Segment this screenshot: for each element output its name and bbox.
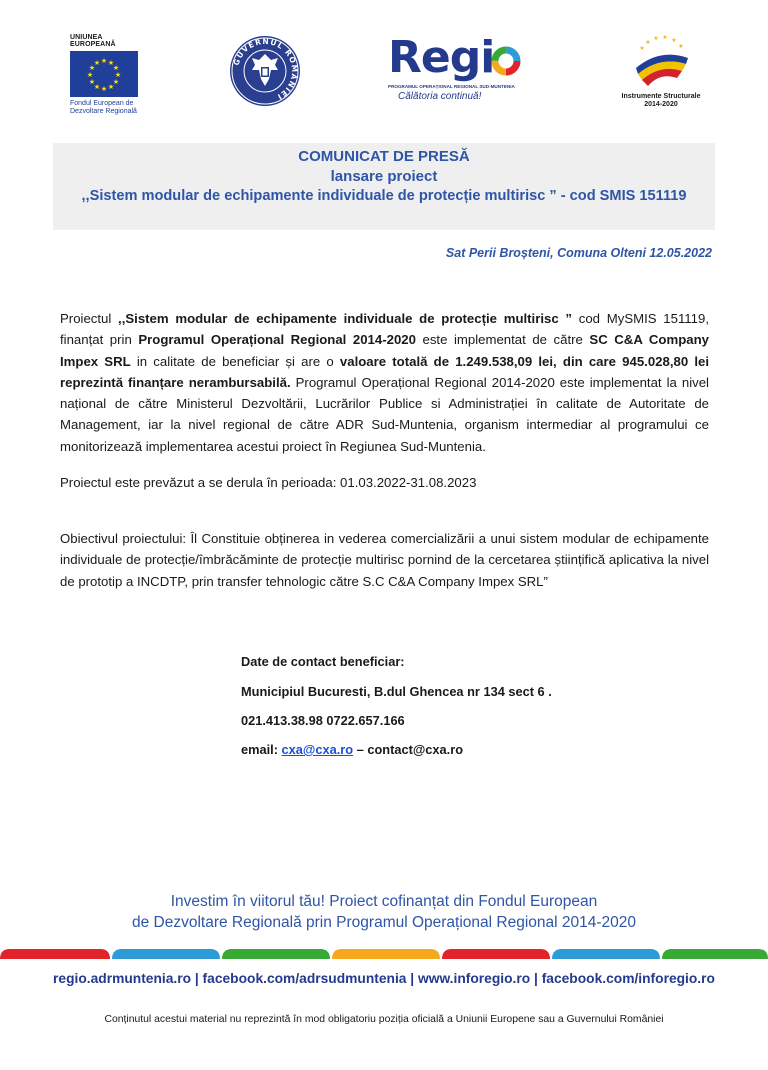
para1-text-1: Proiectul [60,311,119,326]
structural-instruments-icon [630,34,692,88]
contact-email-rest: – contact@cxa.ro [353,742,464,757]
color-band-divider [0,945,768,959]
structural-instruments-years: 2014-2020 [644,101,678,108]
government-logo [228,34,302,108]
svg-text:★: ★ [653,35,659,42]
regio-tagline: Călătoria continuă! [398,91,482,102]
para1-text-4: in calitate de beneficiar și are o [130,353,340,369]
svg-text:★: ★ [86,71,94,79]
para1-beneficiary: SC C&A Company Impex SRL [60,332,709,369]
eu-stars-icon [70,51,138,97]
dateline: Sat Perii Broșteni, Comuna Olteni 12.05.2022 [445,246,712,260]
structural-instruments-title: Instrumente Structurale [621,93,701,100]
para1-text-2: cod MySMIS 151119, finanțat prin [60,311,709,348]
svg-text:★: ★ [112,64,120,72]
structural-instruments-logo [616,34,706,110]
cofinancing-slogan-line-2: de Dezvoltare Regională prin Programul Operațional Regional 2014-2020 [131,914,637,931]
government-seal-icon [228,34,302,108]
government-seal-text: GUVERNUL ROMÂNIEI [231,36,300,102]
para1-program-name: Programul Operațional Regional 2014-2020 [138,332,416,348]
para1-text-5: Programul Operațional Regional 2014-2020 este implementat la nivel național de către Ministerul Dezvoltării, Lucrărilor Publice si Administrației în calitate de Autoritate de Management, iar la nivel regional de către ADR Sud-Muntenia, organism intermediar al programului ce monitorizează implementarea acestui proiect în Regiunea Sud-Muntenia. [60,374,709,454]
regio-logo [388,32,538,108]
svg-text:★: ★ [671,37,677,44]
contact-heading: Date de contact beneficiar: [241,654,405,669]
para1-value: valoare totală de 1.249.538,09 lei, din care 945.028,80 lei reprezintă finanțare nerambursabilă. [60,353,709,390]
svg-text:★: ★ [112,78,120,86]
svg-text:★: ★ [93,83,101,91]
footer-disclaimer: Conținutul acestui material nu reprezintă în mod obligatoriu poziția oficială a Uniunii Europene sau a Guvernului României [104,1014,664,1025]
eu-logo-caption-2: Dezvoltare Regională [70,108,137,115]
contact-email-link[interactable]: cxa@cxa.ro [281,742,354,757]
svg-text:★: ★ [114,71,122,79]
regio-ring-icon [491,46,521,76]
project-description-paragraph [60,308,709,457]
svg-text:★: ★ [107,83,115,91]
press-release-title-box [53,143,715,230]
svg-text:★: ★ [88,78,96,86]
svg-text:★: ★ [100,57,108,65]
eu-logo-title: UNIUNEA EUROPEANĂ [70,34,116,48]
svg-text:★: ★ [88,64,96,72]
svg-text:★: ★ [107,59,115,67]
svg-text:★: ★ [93,59,101,67]
contact-email-line [241,742,463,757]
para1-text-3: este implementat de către [415,332,590,348]
svg-text:★: ★ [639,45,645,52]
contact-phones: 021.413.38.98 0722.657.166 [241,713,405,728]
regio-subtitle: PROGRAMUL OPERAȚIONAL REGIONAL SUD-MUNTENIA [388,84,515,89]
footer-links[interactable]: regio.adrmuntenia.ro | facebook.com/adrsudmuntenia | www.inforegio.ro | facebook.com/inforegio.ro [53,971,715,986]
press-release-subheading: lansare proiect [330,168,438,185]
press-release-heading: COMUNICAT DE PRESĂ [298,148,470,165]
contact-email-label: email: [241,742,282,757]
para1-project-name: ,,Sistem modular de echipamente individuale de protecție multirisc ” [118,311,573,326]
regio-wordmark: Regi [388,32,495,83]
svg-text:★: ★ [100,85,108,93]
svg-text:★: ★ [678,43,684,50]
svg-text:★: ★ [662,34,668,41]
svg-text:★: ★ [645,39,651,46]
eu-flag-icon [70,51,138,97]
eu-logo-caption-1: Fondul European de [70,100,134,107]
contact-address: Municipiul Bucuresti, B.dul Ghencea nr 134 sect 6 . [241,684,552,699]
project-objective-paragraph: Obiectivul proiectului: Îl Constituie obținerea in vederea comercializării a unui sistem modular de echipamente individuale de protecție/îmbrăcăminte de protecție multirisc pornind de la cercetarea științifică aplicativa la nivel de prototip a INCDTP, prin transfer tehnologic către S.C C&A Company Impex SRL” [60,531,709,589]
project-period-paragraph: Proiectul este prevăzut a se derula în perioada: 01.03.2022-31.08.2023 [60,475,477,490]
cofinancing-slogan-line-1: Investim în viitorul tău! Proiect cofinanțat din Fondul European [170,893,598,910]
project-title: ,,Sistem modular de echipamente individuale de protecție multirisc ” - cod SMIS 151119 [81,188,687,204]
eu-logo [68,34,148,116]
